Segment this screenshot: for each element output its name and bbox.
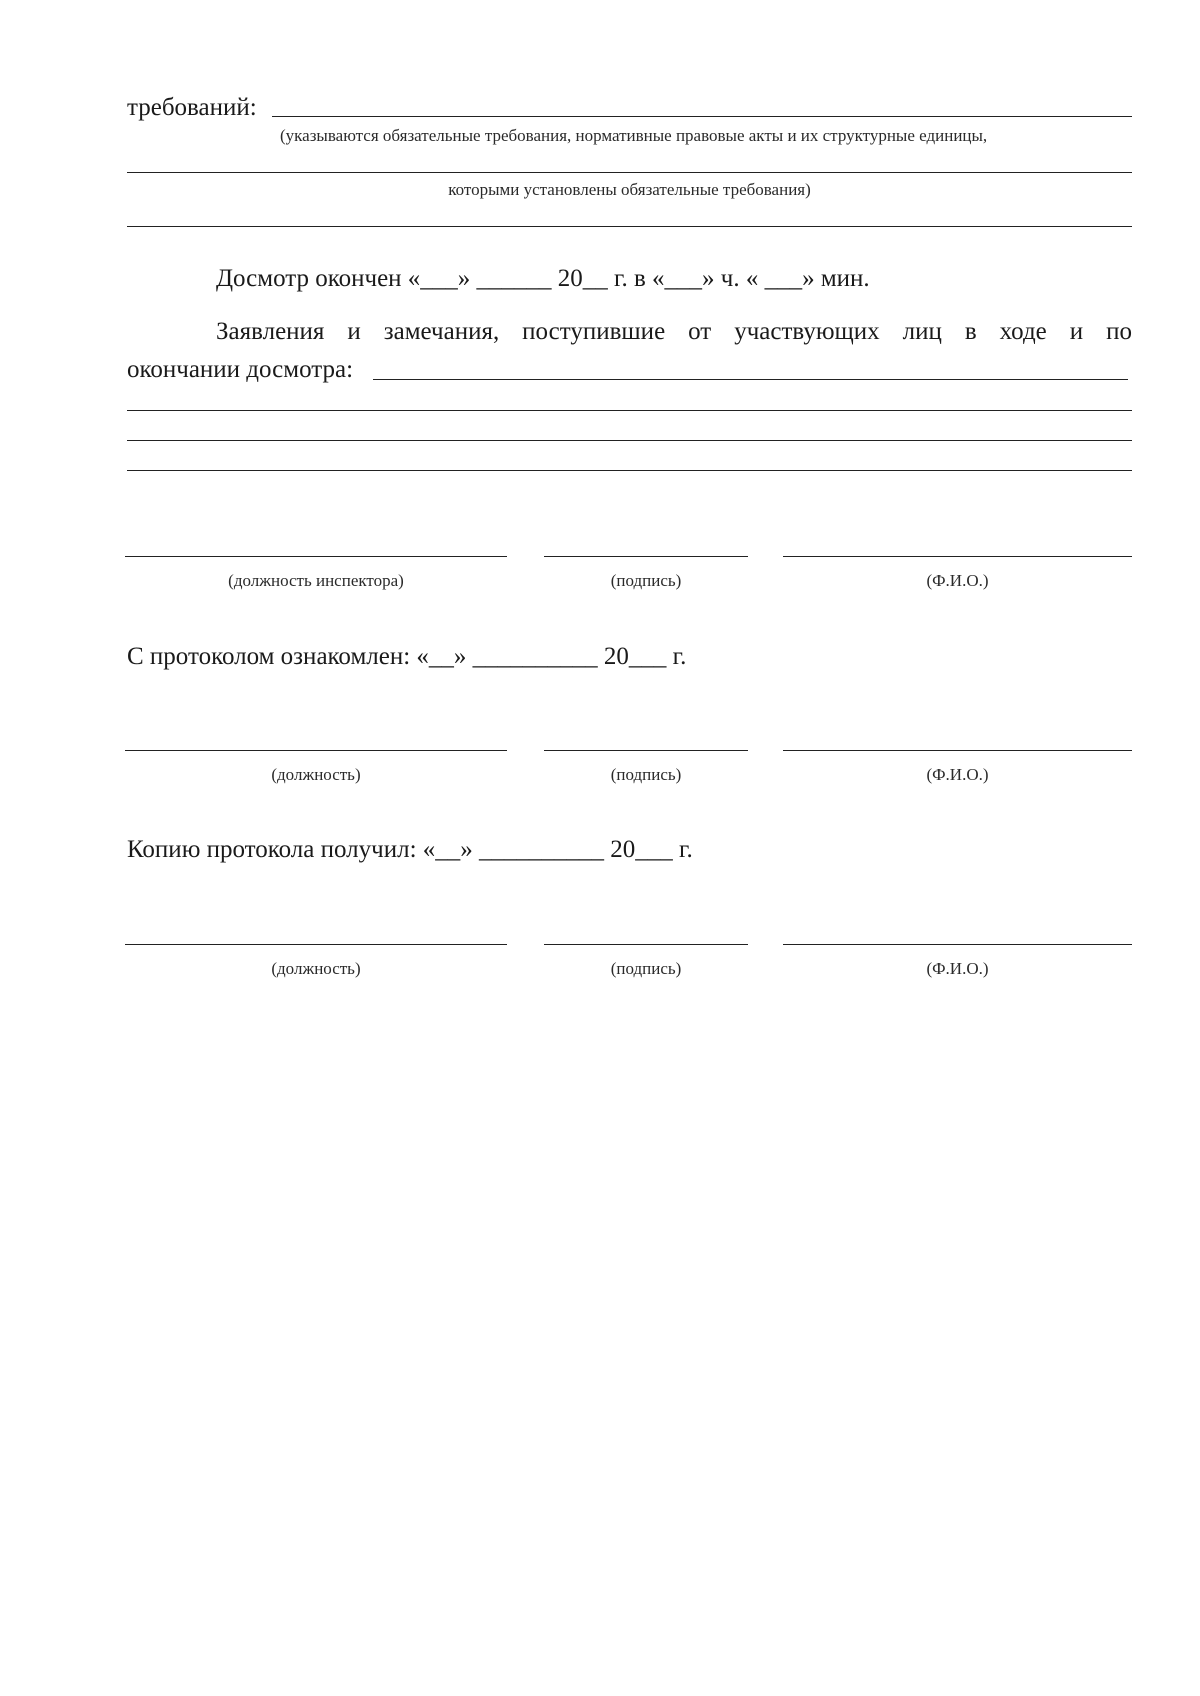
statements-fill-line-4	[127, 470, 1132, 471]
requirements-fill-line-2	[127, 172, 1132, 173]
inspector-position-caption: (должность инспектора)	[228, 571, 404, 590]
requirements-caption-line2: которыми установлены обязательные требования)	[448, 180, 811, 199]
copy-position-caption: (должность)	[271, 959, 361, 978]
requirements-caption-line1: (указываются обязательные требования, нормативные правовые акты и их структурные единицы,	[280, 126, 988, 145]
inspector-position-line	[125, 556, 507, 557]
copy-signature-caption: (подпись)	[610, 959, 682, 978]
requirements-fill-line	[272, 116, 1132, 117]
acquainted-name-line	[783, 750, 1132, 751]
copy-name-line	[783, 944, 1132, 945]
copy-signature-line	[544, 944, 748, 945]
acquainted-text: С протоколом ознакомлен: «__» __________ 20___ г.	[127, 643, 687, 670]
copy-name-caption: (Ф.И.О.)	[926, 959, 989, 978]
inspector-name-line	[783, 556, 1132, 557]
statements-line2-label: окончании досмотра:	[127, 356, 354, 383]
inspection-end-text: Досмотр окончен «___» ______ 20__ г. в «___» ч. « ___» мин.	[216, 265, 870, 292]
acquainted-position-caption: (должность)	[271, 765, 361, 784]
acquainted-signature-line	[544, 750, 748, 751]
acquainted-signature-caption: (подпись)	[610, 765, 682, 784]
statements-fill-line-2	[127, 410, 1132, 411]
copy-received-text: Копию протокола получил: «__» __________ 20___ г.	[127, 836, 693, 863]
inspector-name-caption: (Ф.И.О.)	[926, 571, 989, 590]
inspector-signature-line	[544, 556, 748, 557]
acquainted-position-line	[125, 750, 507, 751]
copy-position-line	[125, 944, 507, 945]
inspector-signature-caption: (подпись)	[610, 571, 682, 590]
statements-fill-line-3	[127, 440, 1132, 441]
statements-fill-line-1	[373, 379, 1128, 380]
statements-line1: Заявления и замечания, поступившие от участвующих лиц в ходе и по	[216, 318, 1132, 345]
requirements-label: требований:	[127, 94, 257, 121]
acquainted-name-caption: (Ф.И.О.)	[926, 765, 989, 784]
requirements-fill-line-3	[127, 226, 1132, 227]
